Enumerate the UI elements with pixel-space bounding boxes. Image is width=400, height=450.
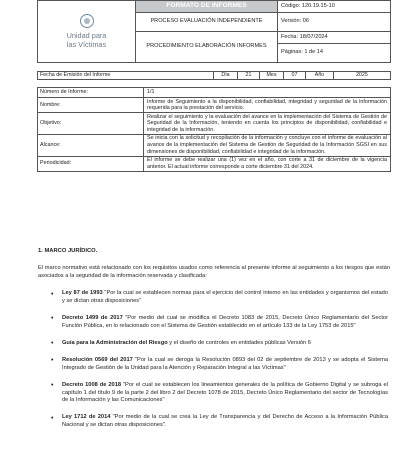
law-title: Ley 87 de 1993 [62,290,103,296]
law-description: "Por el cual se establecen los lineamientos generales de la política de Gobierno Digital y se subroga el capítulo 1 del título 9 de la parte 2 del libro 2 del Decreto 1078 de 2015, Decreto Único Reglamentario del sector de Tecnologías de la Información y las Comunicaciones" [62,381,388,404]
law-item [48,357,388,372]
law-description: "Por medio de la cual se crea la Ley de Transparencia y del Derecho de Acceso a la Información Pública Nacional y se dictan otras disposiciones". [62,414,388,429]
info-row [38,88,390,98]
page-count: Páginas: 1 de 14 [281,49,323,56]
org-name-line2: las Víctimas [66,39,107,49]
info-row [38,157,390,171]
day-label: Día [214,72,238,79]
year-value: 2025 [356,72,368,79]
law-item [48,340,388,348]
info-row [38,113,390,135]
law-title: Ley 1712 de 2014 [62,414,111,421]
law-description: y el diseño de controles en entidades públicas Versión 6 [167,339,311,346]
info-label: Objetivo: [38,113,144,134]
month-label: Mes [260,72,284,79]
law-description: "Por la cual se deroga la Resolución 0893 del 02 de septiembre de 2013 y se adopta el Sistema Integrado de Gestión de la Unidad para la Atención y Reparación Integral a las Víctimas" [62,356,389,371]
law-item [48,414,388,429]
day-value: 21 [238,72,260,79]
law-title: Resolución 0569 del 2017 [62,356,133,363]
org-name-line1: Unidad para [66,31,107,41]
info-label: Periodicidad: [38,157,144,171]
info-label: Nombre: [38,98,144,112]
law-item [48,382,388,405]
info-value: 1/1 [147,88,155,95]
emission-label: Fecha de Emisión del Informe [38,72,214,79]
org-name [67,32,107,49]
info-label: Número de Informe: [38,88,144,97]
header-middle [136,1,278,62]
law-list [48,290,388,439]
header-right [278,1,390,62]
coat-of-arms-icon [80,14,94,28]
format-title: FORMATO DE INFORMES [136,1,277,13]
report-info-table [37,87,391,172]
law-title: Decreto 1008 de 2018 [62,381,122,388]
document-date: Fecha: 18/07/2024 [278,32,390,44]
info-row [38,135,390,157]
law-item [48,290,388,305]
section-intro: El marco normativo está relacionado con los requisitos usados como referencia al presente informe al seguimiento a los riesgos que están asociados a la seguridad de la información reservada y clasificada: [38,265,390,279]
info-value: Informe de Seguimiento a la disponibilidad, confiabilidad, integridad y seguridad de la información requerida para la prestación del servicio. [147,98,387,112]
info-value: Realizar el seguimiento y la evaluación del avance en la implementación del Sistema de Gestión de Seguridad de la Información, teniendo en cuenta los principios de disponibilidad, confiabilidad e integridad de la información. [147,113,387,133]
law-title: Guía para la Administración del Riesgo [62,339,168,346]
document-version: Versión: 06 [278,13,390,32]
process-name: PROCESO EVALUACIÓN INDEPENDIENTE [136,13,277,32]
logo-cell [38,1,136,62]
info-row [38,98,390,113]
procedure-name: PROCEDIMIENTO ELABORACIÓN INFORMES [146,43,267,50]
year-label: Año [306,72,334,79]
law-item [48,315,388,330]
info-value: El informe se debe realizar una (1) vez en el año, con corte a 31 de diciembre de la vigencia anterior. El actual informe corresponde a corte diciembre 31 del 2024. [147,157,387,170]
law-description: "Por la cual se establecen normas para el ejercicio del control interno en las entidades y organismos del estado y se dictan otras disposiciones" [62,290,388,304]
law-title: Decreto 1499 de 2017 [62,314,123,321]
document-header [37,0,391,63]
law-description: "Por medio del cual se modifica el Decreto 1083 de 2015, Decreto Único Reglamentario del Sector Función Pública, en lo relacionado con el Sistema de Gestión establecido en el artículo 133 de la Ley 1753 de 2015" [62,314,388,329]
section-heading: 1. MARCO JURÍDICO. [38,248,98,254]
emission-date-row [37,71,391,80]
month-value: 07 [284,72,306,79]
info-label: Alcance: [38,135,144,156]
info-value: Se inicia con la solicitud y recopilación de la información y concluye con el informe de evaluación al avance de la implementación del Sistema de Gestión de Seguridad de la Información SGSI en sus dimensiones de disponibilidad, confiabilidad e integridad de la información. [147,135,387,155]
document-code: Código: 120.19.15-10 [278,1,390,13]
